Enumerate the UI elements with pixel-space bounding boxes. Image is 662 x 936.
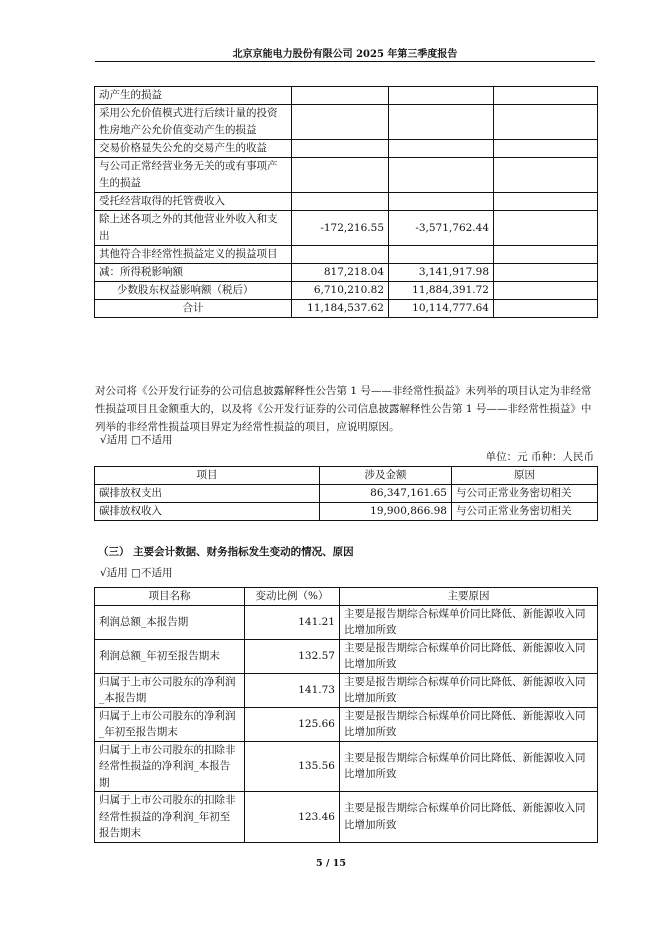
table-row: [95, 140, 598, 158]
current-cell: [292, 87, 389, 105]
header-cell: 变动比例（%）: [245, 588, 340, 606]
item-cell: 少数股东权益影响额（税后）: [95, 282, 292, 300]
reason-cell: 主要是报告期综合标煤单价同比降低、新能源收入同比增加所致: [340, 741, 598, 792]
header-cell: 项目: [95, 467, 320, 485]
current-cell: -172,216.55: [292, 211, 389, 246]
item-cell: 交易价格显失公允的交易产生的收益: [95, 140, 292, 158]
ratio-cell: 141.21: [245, 605, 340, 639]
applicable-checkbox-text: √适用 □不适用: [100, 567, 173, 579]
ratio-cell: 132.57: [245, 639, 340, 673]
ratio-cell: 141.73: [245, 673, 340, 707]
table-row: [95, 639, 598, 673]
note-cell: [494, 211, 598, 246]
table-row: [95, 673, 598, 707]
header-cell: 主要原因: [340, 588, 598, 606]
table-row: [95, 264, 598, 282]
table-row: [95, 503, 598, 521]
item-cell: 归属于上市公司股东的扣除非经常性损益的净利润_本报告期: [95, 741, 245, 792]
reason-cell: 主要是报告期综合标煤单价同比降低、新能源收入同比增加所致: [340, 792, 598, 843]
item-cell: 动产生的损益: [95, 87, 292, 105]
table-row: [95, 87, 598, 105]
current-cell: 6,710,210.82: [292, 282, 389, 300]
ytd-cell: [389, 87, 494, 105]
nonrecurring-items-table: [94, 86, 598, 318]
table-row: [95, 605, 598, 639]
note-cell: [494, 87, 598, 105]
reason-cell: 主要是报告期综合标煤单价同比降低、新能源收入同比增加所致: [340, 707, 598, 741]
ytd-cell: -3,571,762.44: [389, 211, 494, 246]
current-cell: [292, 193, 389, 211]
note-cell: [494, 158, 598, 193]
ratio-cell: 123.46: [245, 792, 340, 843]
table-row: [95, 158, 598, 193]
explanation-paragraph: 对公司将《公开发行证券的公司信息披露解释性公告第 1 号——非经常性损益》未列举的项目认定为非经常性损益项目且金额重大的，以及将《公开发行证券的公司信息披露解释性公告第 1 号——非经常性损益》中列举的非经常性损益项目界定为经常性损益的项目，应说明原因。: [95, 385, 592, 433]
item-cell: 利润总额_本报告期: [95, 605, 245, 639]
item-cell: 其他符合非经常性损益定义的损益项目: [95, 246, 292, 264]
header-cell: 原因: [452, 467, 598, 485]
ytd-cell: [389, 246, 494, 264]
ratio-cell: 135.56: [245, 741, 340, 792]
table-row: [95, 211, 598, 246]
amount-cell: 86,347,161.65: [320, 485, 452, 503]
ytd-cell: 10,114,777.64: [389, 300, 494, 318]
item-cell: 利润总额_年初至报告期末: [95, 639, 245, 673]
item-cell: 归属于上市公司股东的净利润_年初至报告期末: [95, 707, 245, 741]
amount-cell: 19,900,866.98: [320, 503, 452, 521]
item-cell: 受托经营取得的托管费收入: [95, 193, 292, 211]
ytd-cell: [389, 140, 494, 158]
table-header-row: [95, 588, 598, 606]
header-rule: [95, 61, 595, 62]
note-cell: [494, 140, 598, 158]
table-row: [95, 282, 598, 300]
table-row: [95, 707, 598, 741]
reason-cell: 与公司正常业务密切相关: [452, 485, 598, 503]
table-row: [95, 485, 598, 503]
reason-cell: 主要是报告期综合标煤单价同比降低、新能源收入同比增加所致: [340, 639, 598, 673]
current-cell: [292, 158, 389, 193]
page-number: 5 / 15: [316, 858, 346, 869]
current-cell: [292, 140, 389, 158]
item-cell: 采用公允价值模式进行后续计量的投资性房地产公允价值变动产生的损益: [95, 105, 292, 140]
ytd-cell: 11,884,391.72: [389, 282, 494, 300]
reclass-table: [94, 466, 598, 521]
table-row: [95, 792, 598, 843]
item-cell: 碳排放权支出: [95, 485, 320, 503]
current-cell: [292, 246, 389, 264]
note-cell: [494, 193, 598, 211]
applicable-checkbox-text: √适用 □不适用: [100, 434, 173, 446]
header-cell: 项目名称: [95, 588, 245, 606]
item-cell: 归属于上市公司股东的扣除非经常性损益的净利润_年初至报告期末: [95, 792, 245, 843]
table-row: [95, 105, 598, 140]
reason-cell: 主要是报告期综合标煤单价同比降低、新能源收入同比增加所致: [340, 673, 598, 707]
ytd-cell: 3,141,917.98: [389, 264, 494, 282]
reason-cell: 与公司正常业务密切相关: [452, 503, 598, 521]
current-cell: [292, 105, 389, 140]
item-cell: 合计: [95, 300, 292, 318]
item-cell: 碳排放权收入: [95, 503, 320, 521]
table-header-row: [95, 467, 598, 485]
note-cell: [494, 105, 598, 140]
note-cell: [494, 300, 598, 318]
header-cell: 涉及金额: [320, 467, 452, 485]
note-cell: [494, 246, 598, 264]
reason-cell: 主要是报告期综合标煤单价同比降低、新能源收入同比增加所致: [340, 605, 598, 639]
section-title: （三） 主要会计数据、财务指标发生变动的情况、原因: [98, 546, 354, 558]
page-header-title: 北京京能电力股份有限公司 2025 年第三季度报告: [232, 49, 458, 60]
table-row: [95, 193, 598, 211]
item-cell: 归属于上市公司股东的净利润_本报告期: [95, 673, 245, 707]
item-cell: 与公司正常经营业务无关的或有事项产生的损益: [95, 158, 292, 193]
table-row: [95, 741, 598, 792]
note-cell: [494, 282, 598, 300]
ytd-cell: [389, 158, 494, 193]
ratio-cell: 125.66: [245, 707, 340, 741]
unit-currency-label: 单位：元 币种：人民币: [485, 451, 594, 463]
ytd-cell: [389, 193, 494, 211]
table-row: [95, 300, 598, 318]
item-cell: 除上述各项之外的其他营业外收入和支出: [95, 211, 292, 246]
current-cell: 817,218.04: [292, 264, 389, 282]
item-cell: 减：所得税影响额: [95, 264, 292, 282]
current-cell: 11,184,537.62: [292, 300, 389, 318]
change-reasons-table: [94, 587, 598, 843]
note-cell: [494, 264, 598, 282]
table-row: [95, 246, 598, 264]
ytd-cell: [389, 105, 494, 140]
